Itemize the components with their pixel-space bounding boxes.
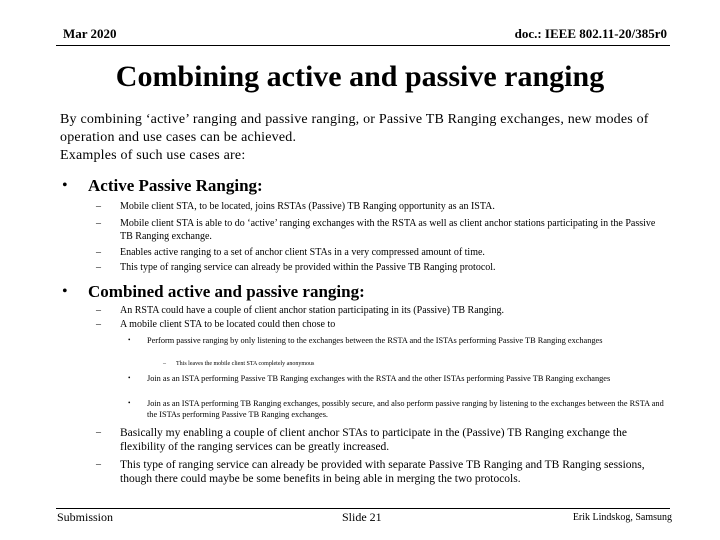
list-item: An RSTA could have a couple of client anchor station participating in its (Passive) TB Ranging. (120, 305, 504, 316)
list-item: A mobile client STA to be located could then chose to (120, 319, 336, 330)
sub-list-item: Perform passive ranging by only listening to the exchanges between the RSTA and the ISTAs performing Passive TB Ranging exchanges (147, 336, 603, 345)
dash-marker: – (96, 319, 101, 330)
footer-divider (56, 508, 670, 509)
sub-list-item: Join as an ISTA performing TB Ranging exchanges, possibly secure, and also perform passive ranging by listening to the exchanges between the RSTA and the ISTAs performing Passive TB Ranging exchanges. (147, 399, 664, 419)
header-divider (56, 45, 670, 46)
intro-text (60, 111, 670, 165)
bullet-icon: • (128, 374, 131, 382)
dash-marker: – (96, 427, 101, 438)
list-item: This type of ranging service can already be provided with separate Passive TB Ranging and TB Ranging sessions, though there could maybe be some benefits in being able in merging the two protocols. (120, 459, 645, 485)
list-item: Basically my enabling a couple of client anchor STAs to participate in the (Passive) TB Ranging exchange the flexibility of the ranging services can be greatly increased. (120, 427, 627, 453)
intro-examples: Examples of such use cases are: (60, 148, 246, 163)
header-date: Mar 2020 (63, 26, 117, 41)
list-item: Mobile client STA is able to do ‘active’ ranging exchanges with the RSTA as well as client anchor stations participating in the Passive TB Ranging exchange. (120, 218, 656, 242)
slide-title: Combining active and passive ranging (115, 60, 605, 93)
footer-submission: Submission (57, 510, 114, 524)
dash-marker: – (96, 305, 101, 316)
bullet-icon: • (62, 177, 68, 194)
footer-author: Erik Lindskog, Samsung (572, 512, 672, 523)
sub-sub-list-item: This leaves the mobile client STA completely anonymous (176, 361, 315, 367)
section-heading-combined: Combined active and passive ranging: (88, 282, 365, 301)
header-doc-id: doc.: IEEE 802.11-20/385r0 (514, 26, 667, 41)
bullet-icon: • (128, 336, 131, 344)
list-item: This type of ranging service can already be provided within the Passive TB Ranging protocol. (120, 262, 496, 273)
dash-marker: – (96, 218, 101, 229)
slide-number: Slide 21 (342, 510, 382, 524)
bullet-icon: • (128, 399, 131, 407)
section-heading-active-passive: Active Passive Ranging: (88, 176, 263, 195)
intro-paragraph: By combining ‘active’ ranging and passive ranging, or Passive TB Ranging exchanges, new modes of operation and use cases can be achieved. (60, 112, 649, 145)
dash-marker: – (96, 262, 101, 273)
dash-marker: – (96, 201, 101, 212)
list-item: Enables active ranging to a set of anchor client STAs in a very compressed amount of time. (120, 247, 485, 258)
bullet-icon: • (62, 283, 68, 300)
list-item: Mobile client STA, to be located, joins RSTAs (Passive) TB Ranging opportunity as an ISTA. (120, 201, 495, 212)
dash-marker: – (96, 247, 101, 258)
sub-list-item: Join as an ISTA performing Passive TB Ranging exchanges with the RSTA and the other ISTAs performing Passive TB Ranging exchanges (147, 374, 611, 383)
dash-marker: – (96, 459, 101, 470)
dash-marker: – (163, 361, 166, 367)
